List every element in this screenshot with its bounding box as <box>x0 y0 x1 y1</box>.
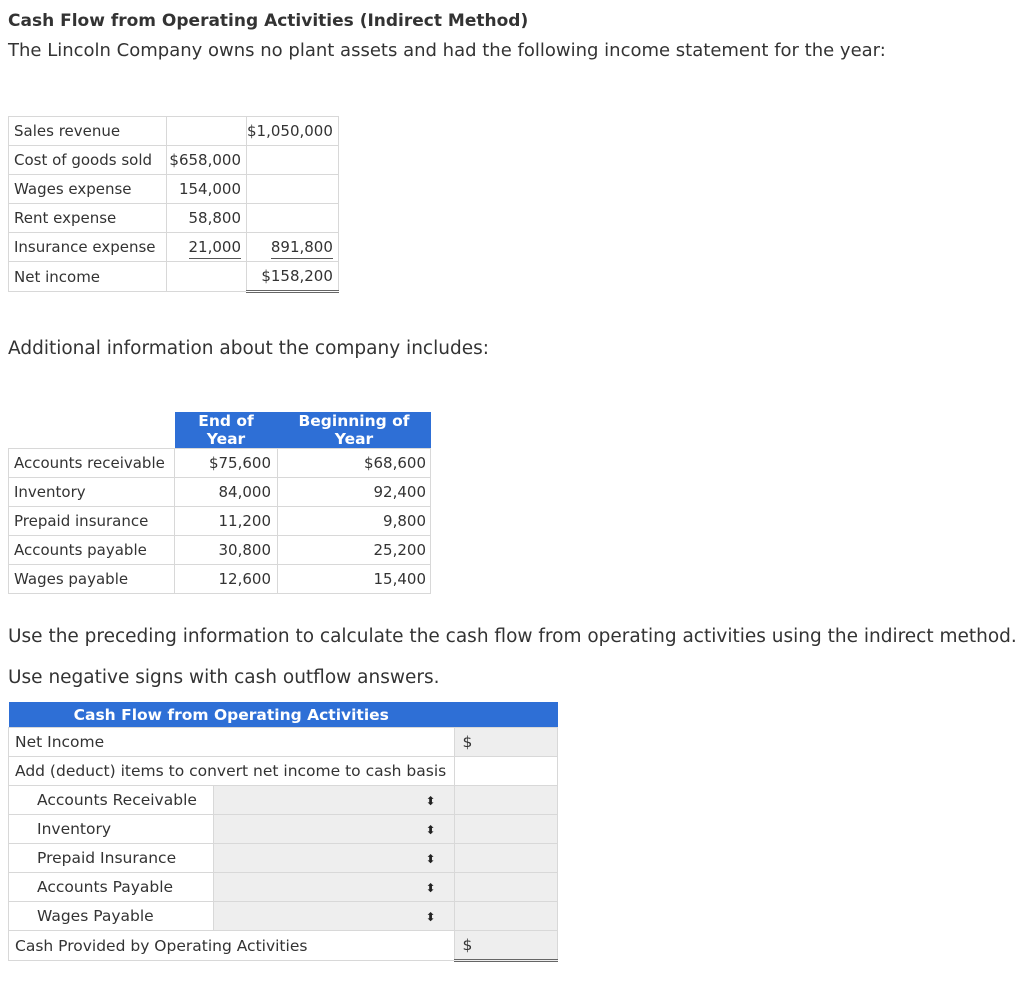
row-label: Insurance expense <box>9 233 167 262</box>
begin-value: $68,600 <box>278 449 431 478</box>
table-header-row <box>9 412 431 449</box>
table-row <box>9 786 558 815</box>
select-arrows-icon: ⬍ <box>425 823 436 837</box>
header-blank <box>9 412 175 449</box>
row-label: Wages payable <box>9 565 175 594</box>
row-label: Prepaid insurance <box>9 507 175 536</box>
table-row <box>9 536 431 565</box>
begin-value: 9,800 <box>278 507 431 536</box>
accounts-receivable-input[interactable] <box>454 786 557 815</box>
currency-symbol: $ <box>462 936 473 954</box>
table-row <box>9 204 339 233</box>
end-value: $75,600 <box>175 449 278 478</box>
inventory-select[interactable] <box>214 815 454 844</box>
amount-cell <box>247 175 339 204</box>
header-blank <box>454 702 557 728</box>
table-row <box>9 175 339 204</box>
table-row <box>9 931 558 961</box>
end-value: 30,800 <box>175 536 278 565</box>
page-heading: Cash Flow from Operating Activities (Indirect Method) <box>8 11 529 31</box>
begin-value: 92,400 <box>278 478 431 507</box>
header-beginning-of-year: Beginning of Year <box>278 412 431 449</box>
additional-info-text: Additional information about the company includes: <box>8 338 489 359</box>
table-row <box>9 565 431 594</box>
select-arrows-icon: ⬍ <box>425 852 436 866</box>
select-arrows-icon: ⬍ <box>425 794 436 808</box>
accounts-payable-select[interactable] <box>214 873 454 902</box>
table-row <box>9 507 431 536</box>
amount-cell <box>167 262 247 292</box>
end-value: 84,000 <box>175 478 278 507</box>
table-row <box>9 873 558 902</box>
table-row <box>9 844 558 873</box>
item-label: Prepaid Insurance <box>9 844 214 873</box>
table-row <box>9 728 558 757</box>
row-label: Wages expense <box>9 175 167 204</box>
amount-cell <box>247 204 339 233</box>
amount-cell <box>247 146 339 175</box>
prepaid-insurance-select[interactable] <box>214 844 454 873</box>
row-label: Cost of goods sold <box>9 146 167 175</box>
inventory-input[interactable] <box>454 815 557 844</box>
table-row <box>9 815 558 844</box>
table-row <box>9 757 558 786</box>
net-income-amount: $158,200 <box>247 262 339 292</box>
instruction-negative-signs: Use negative signs with cash outflow answers. <box>8 667 440 688</box>
item-label: Accounts Receivable <box>9 786 214 815</box>
accounts-receivable-select[interactable] <box>214 786 454 815</box>
currency-symbol: $ <box>462 733 473 751</box>
total-label: Cash Provided by Operating Activities <box>9 931 455 961</box>
row-label: Inventory <box>9 478 175 507</box>
wages-payable-input[interactable] <box>454 902 557 931</box>
income-statement-table <box>8 116 339 293</box>
table-row <box>9 449 431 478</box>
table-row <box>9 117 339 146</box>
row-label: Rent expense <box>9 204 167 233</box>
amount-cell: $658,000 <box>167 146 247 175</box>
net-income-label: Net Income <box>9 728 455 757</box>
item-label: Wages Payable <box>9 902 214 931</box>
wages-payable-select[interactable] <box>214 902 454 931</box>
table-header-row <box>9 702 558 728</box>
begin-value: 25,200 <box>278 536 431 565</box>
table-row <box>9 902 558 931</box>
amount-text: 21,000 <box>189 238 242 259</box>
header-end-of-year: End of Year <box>175 412 278 449</box>
additional-info-table <box>8 412 431 594</box>
intro-text: The Lincoln Company owns no plant assets and had the following income statement for the year: <box>8 40 886 61</box>
amount-cell: 154,000 <box>167 175 247 204</box>
amount-cell: $1,050,000 <box>247 117 339 146</box>
amount-cell <box>167 117 247 146</box>
cash-flow-title: Cash Flow from Operating Activities <box>9 702 455 728</box>
net-income-input[interactable] <box>454 728 557 757</box>
row-label: Accounts receivable <box>9 449 175 478</box>
amount-text: 891,800 <box>271 238 333 259</box>
amount-cell: 58,800 <box>167 204 247 233</box>
item-label: Accounts Payable <box>9 873 214 902</box>
table-row <box>9 146 339 175</box>
table-row <box>9 233 339 262</box>
begin-value: 15,400 <box>278 565 431 594</box>
amount-cell <box>167 233 247 262</box>
end-value: 11,200 <box>175 507 278 536</box>
cash-flow-table <box>8 702 558 962</box>
table-row <box>9 262 339 292</box>
empty-cell <box>454 757 557 786</box>
accounts-payable-input[interactable] <box>454 873 557 902</box>
select-arrows-icon: ⬍ <box>425 910 436 924</box>
row-label: Net income <box>9 262 167 292</box>
item-label: Inventory <box>9 815 214 844</box>
select-arrows-icon: ⬍ <box>425 881 436 895</box>
adjust-label: Add (deduct) items to convert net income to cash basis <box>9 757 455 786</box>
row-label: Accounts payable <box>9 536 175 565</box>
row-label: Sales revenue <box>9 117 167 146</box>
total-input[interactable] <box>454 931 557 961</box>
instruction-text: Use the preceding information to calculate the cash flow from operating activities using the indirect method. <box>8 626 1017 647</box>
end-value: 12,600 <box>175 565 278 594</box>
prepaid-insurance-input[interactable] <box>454 844 557 873</box>
table-row <box>9 478 431 507</box>
amount-cell <box>247 233 339 262</box>
